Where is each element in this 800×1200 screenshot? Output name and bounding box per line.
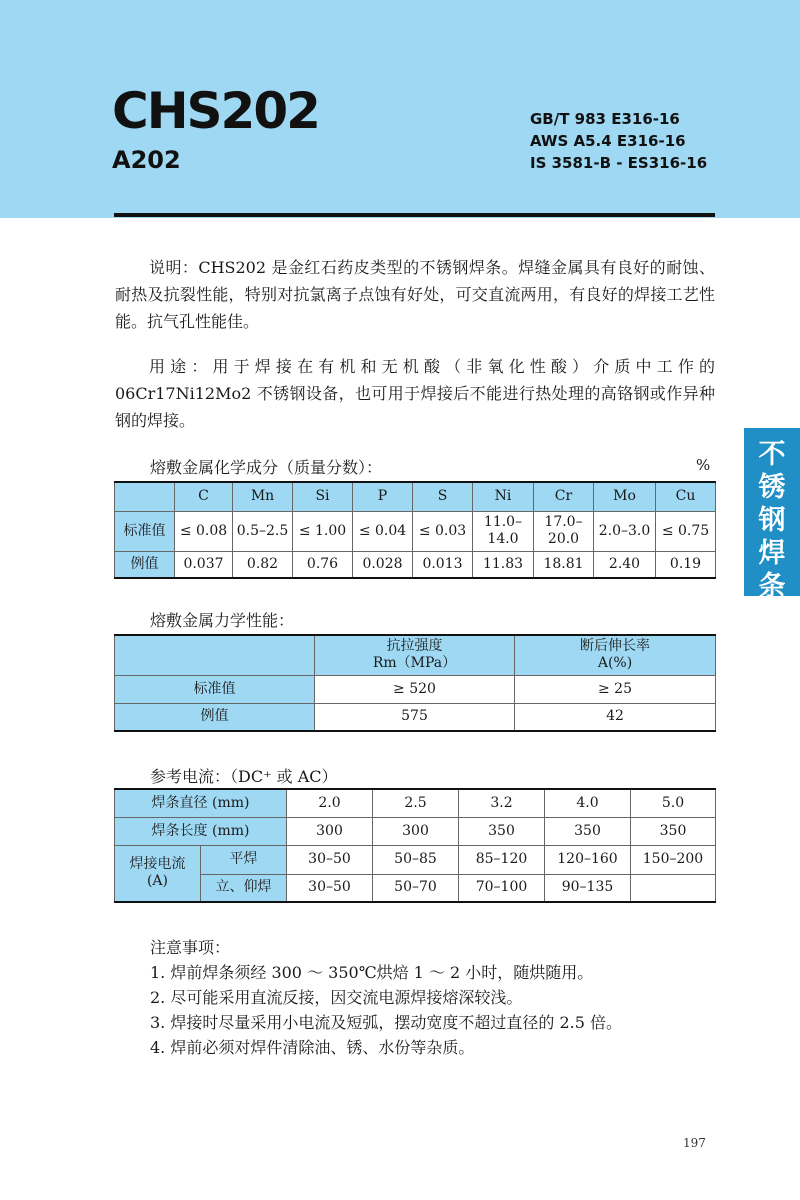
chem-header-cell: Cr — [534, 482, 594, 511]
table-cell: 90–135 — [545, 874, 631, 902]
table-cell: 0.028 — [353, 551, 413, 578]
table-cell: 3.2 — [459, 789, 545, 817]
model-title: CHS202 — [112, 82, 319, 140]
standard-gb: GB/T 983 E316-16 — [530, 110, 680, 128]
cell-line: 抗拉强度 — [386, 638, 443, 655]
vertical-row — [115, 874, 716, 902]
cell-line: 14.0 — [487, 531, 519, 547]
row-label: 标准值 — [115, 511, 175, 551]
standards-list — [530, 108, 707, 174]
chem-header-cell: C — [175, 482, 233, 511]
header-rule — [114, 213, 715, 217]
notes-title: 注意事项： — [150, 938, 231, 957]
current-table — [114, 788, 716, 903]
table-cell: 300 — [373, 817, 459, 845]
chem-header-cell: Mn — [233, 482, 293, 511]
table-cell: 30–50 — [287, 874, 373, 902]
flat-row — [115, 845, 716, 874]
side-tab-char: 钢 — [758, 505, 786, 536]
table-cell: ≤ 1.00 — [293, 511, 353, 551]
table-cell: 0.037 — [175, 551, 233, 578]
row-label: 焊条长度 (mm) — [115, 817, 287, 845]
standard-is: IS 3581-B - ES316-16 — [530, 154, 708, 172]
table-cell: 50–85 — [373, 845, 459, 874]
mech-table — [114, 634, 716, 732]
chem-title: 熔敷金属化学成分（质量分数）： — [150, 458, 383, 477]
table-cell: 150–200 — [631, 845, 716, 874]
side-tab-char: 焊 — [758, 538, 786, 569]
row-label: 平焊 — [201, 845, 287, 874]
standard-aws: AWS A5.4 E316-16 — [530, 132, 686, 150]
chem-header-row — [115, 482, 716, 511]
table-cell: 0.82 — [233, 551, 293, 578]
row-label: 例值 — [115, 551, 175, 578]
table-cell: 42 — [515, 703, 716, 731]
note-item: 4. 焊前必须对焊件清除油、锈、水份等杂质。 — [150, 1038, 475, 1057]
table-cell: 11.83 — [473, 551, 534, 578]
diameter-row — [115, 789, 716, 817]
table-cell: 0.76 — [293, 551, 353, 578]
row-label: 焊条直径 (mm) — [115, 789, 287, 817]
current-title-prefix: 参考电流： — [150, 767, 231, 786]
table-cell — [631, 874, 716, 902]
current-title-suffix: （DC⁺ 或 AC） — [230, 767, 338, 786]
chem-header-cell — [115, 482, 175, 511]
chem-header-cell: S — [413, 482, 473, 511]
chem-header-cell: Cu — [656, 482, 716, 511]
usage-text: ：用于焊接在有机和无机酸（非氧化性酸）介质中工作的06Cr17Ni12Mo2 不锈钢设备，也可用于焊接后不能进行热处理的高铬钢或作异种钢的焊接。 — [115, 357, 715, 430]
mech-title: 熔敷金属力学性能： — [150, 611, 295, 630]
cell-line: 20.0 — [547, 531, 580, 547]
chem-header-cell: Si — [293, 482, 353, 511]
table-cell: 2.0 — [287, 789, 373, 817]
welding-current-label — [115, 845, 201, 902]
cell-line: (A) — [146, 873, 169, 890]
note-item: 2. 尽可能采用直流反接，因交流电源焊接熔深较浅。 — [150, 988, 523, 1007]
side-tab-char: 条 — [758, 571, 786, 602]
cell-line: A(%) — [597, 655, 633, 672]
usage-paragraph — [115, 353, 715, 434]
cell-line: 焊接电流 — [129, 856, 186, 873]
table-cell — [534, 511, 594, 551]
table-cell: 4.0 — [545, 789, 631, 817]
table-cell: 300 — [287, 817, 373, 845]
mech-header-row — [115, 635, 716, 675]
cell-line: 断后伸长率 — [580, 638, 650, 655]
usage-label: 用途 — [149, 357, 192, 376]
table-cell: 5.0 — [631, 789, 716, 817]
chem-header-cell: P — [353, 482, 413, 511]
table-cell: ≤ 0.04 — [353, 511, 413, 551]
current-title — [150, 764, 338, 787]
mech-standard-row — [115, 675, 716, 703]
sub-model-title: A202 — [112, 146, 181, 174]
description-paragraph — [115, 254, 715, 335]
table-cell: 0.013 — [413, 551, 473, 578]
table-cell: 18.81 — [534, 551, 594, 578]
table-cell: 2.40 — [594, 551, 656, 578]
table-cell: 85–120 — [459, 845, 545, 874]
table-cell: 0.5–2.5 — [233, 511, 293, 551]
mech-header-cell — [315, 635, 515, 675]
length-row — [115, 817, 716, 845]
chem-example-row — [115, 551, 716, 578]
table-cell: 2.0–3.0 — [594, 511, 656, 551]
side-category-tab — [744, 428, 800, 602]
table-cell: ≤ 0.08 — [175, 511, 233, 551]
note-item: 3. 焊接时尽量采用小电流及短弧，摆动宽度不超过直径的 2.5 倍。 — [150, 1013, 622, 1032]
chem-header-cell: Mo — [594, 482, 656, 511]
side-tab-char: 不 — [758, 439, 786, 470]
table-cell: 2.5 — [373, 789, 459, 817]
table-cell — [115, 635, 315, 675]
notes-section — [150, 935, 710, 1060]
description-label: 说明 — [149, 258, 182, 277]
table-cell: 350 — [459, 817, 545, 845]
mech-header-cell — [515, 635, 716, 675]
table-cell: ≤ 0.75 — [656, 511, 716, 551]
row-label: 立、仰焊 — [201, 874, 287, 902]
header-band — [0, 0, 800, 218]
mech-example-row — [115, 703, 716, 731]
table-cell: ≥ 25 — [515, 675, 716, 703]
side-tab-char: 锈 — [758, 472, 786, 503]
table-cell: 350 — [545, 817, 631, 845]
table-cell: 30–50 — [287, 845, 373, 874]
cell-line: Rm（MPa） — [372, 655, 457, 672]
row-label: 标准值 — [115, 675, 315, 703]
table-cell: ≥ 520 — [315, 675, 515, 703]
table-cell: 70–100 — [459, 874, 545, 902]
chem-standard-row — [115, 511, 716, 551]
note-item: 1. 焊前焊条须经 300 ～ 350℃烘焙 1 ～ 2 小时，随烘随用。 — [150, 963, 594, 982]
cell-line: 11.0– — [483, 514, 523, 530]
chem-unit: % — [696, 456, 711, 474]
table-cell: 575 — [315, 703, 515, 731]
page-number: 197 — [683, 1136, 706, 1150]
table-cell: 120–160 — [545, 845, 631, 874]
chem-table — [114, 481, 716, 579]
description-text: ：CHS202 是金红石药皮类型的不锈钢焊条。焊缝金属具有良好的耐蚀、耐热及抗裂性能，特别对抗氯离子点蚀有好处，可交直流两用，有良好的焊接工艺性能。抗气孔性能佳。 — [115, 258, 715, 331]
table-cell: 0.19 — [656, 551, 716, 578]
table-cell: 50–70 — [373, 874, 459, 902]
row-label: 例值 — [115, 703, 315, 731]
table-cell — [473, 511, 534, 551]
chem-header-cell: Ni — [473, 482, 534, 511]
table-cell: 350 — [631, 817, 716, 845]
table-cell: ≤ 0.03 — [413, 511, 473, 551]
cell-line: 17.0– — [544, 514, 583, 530]
